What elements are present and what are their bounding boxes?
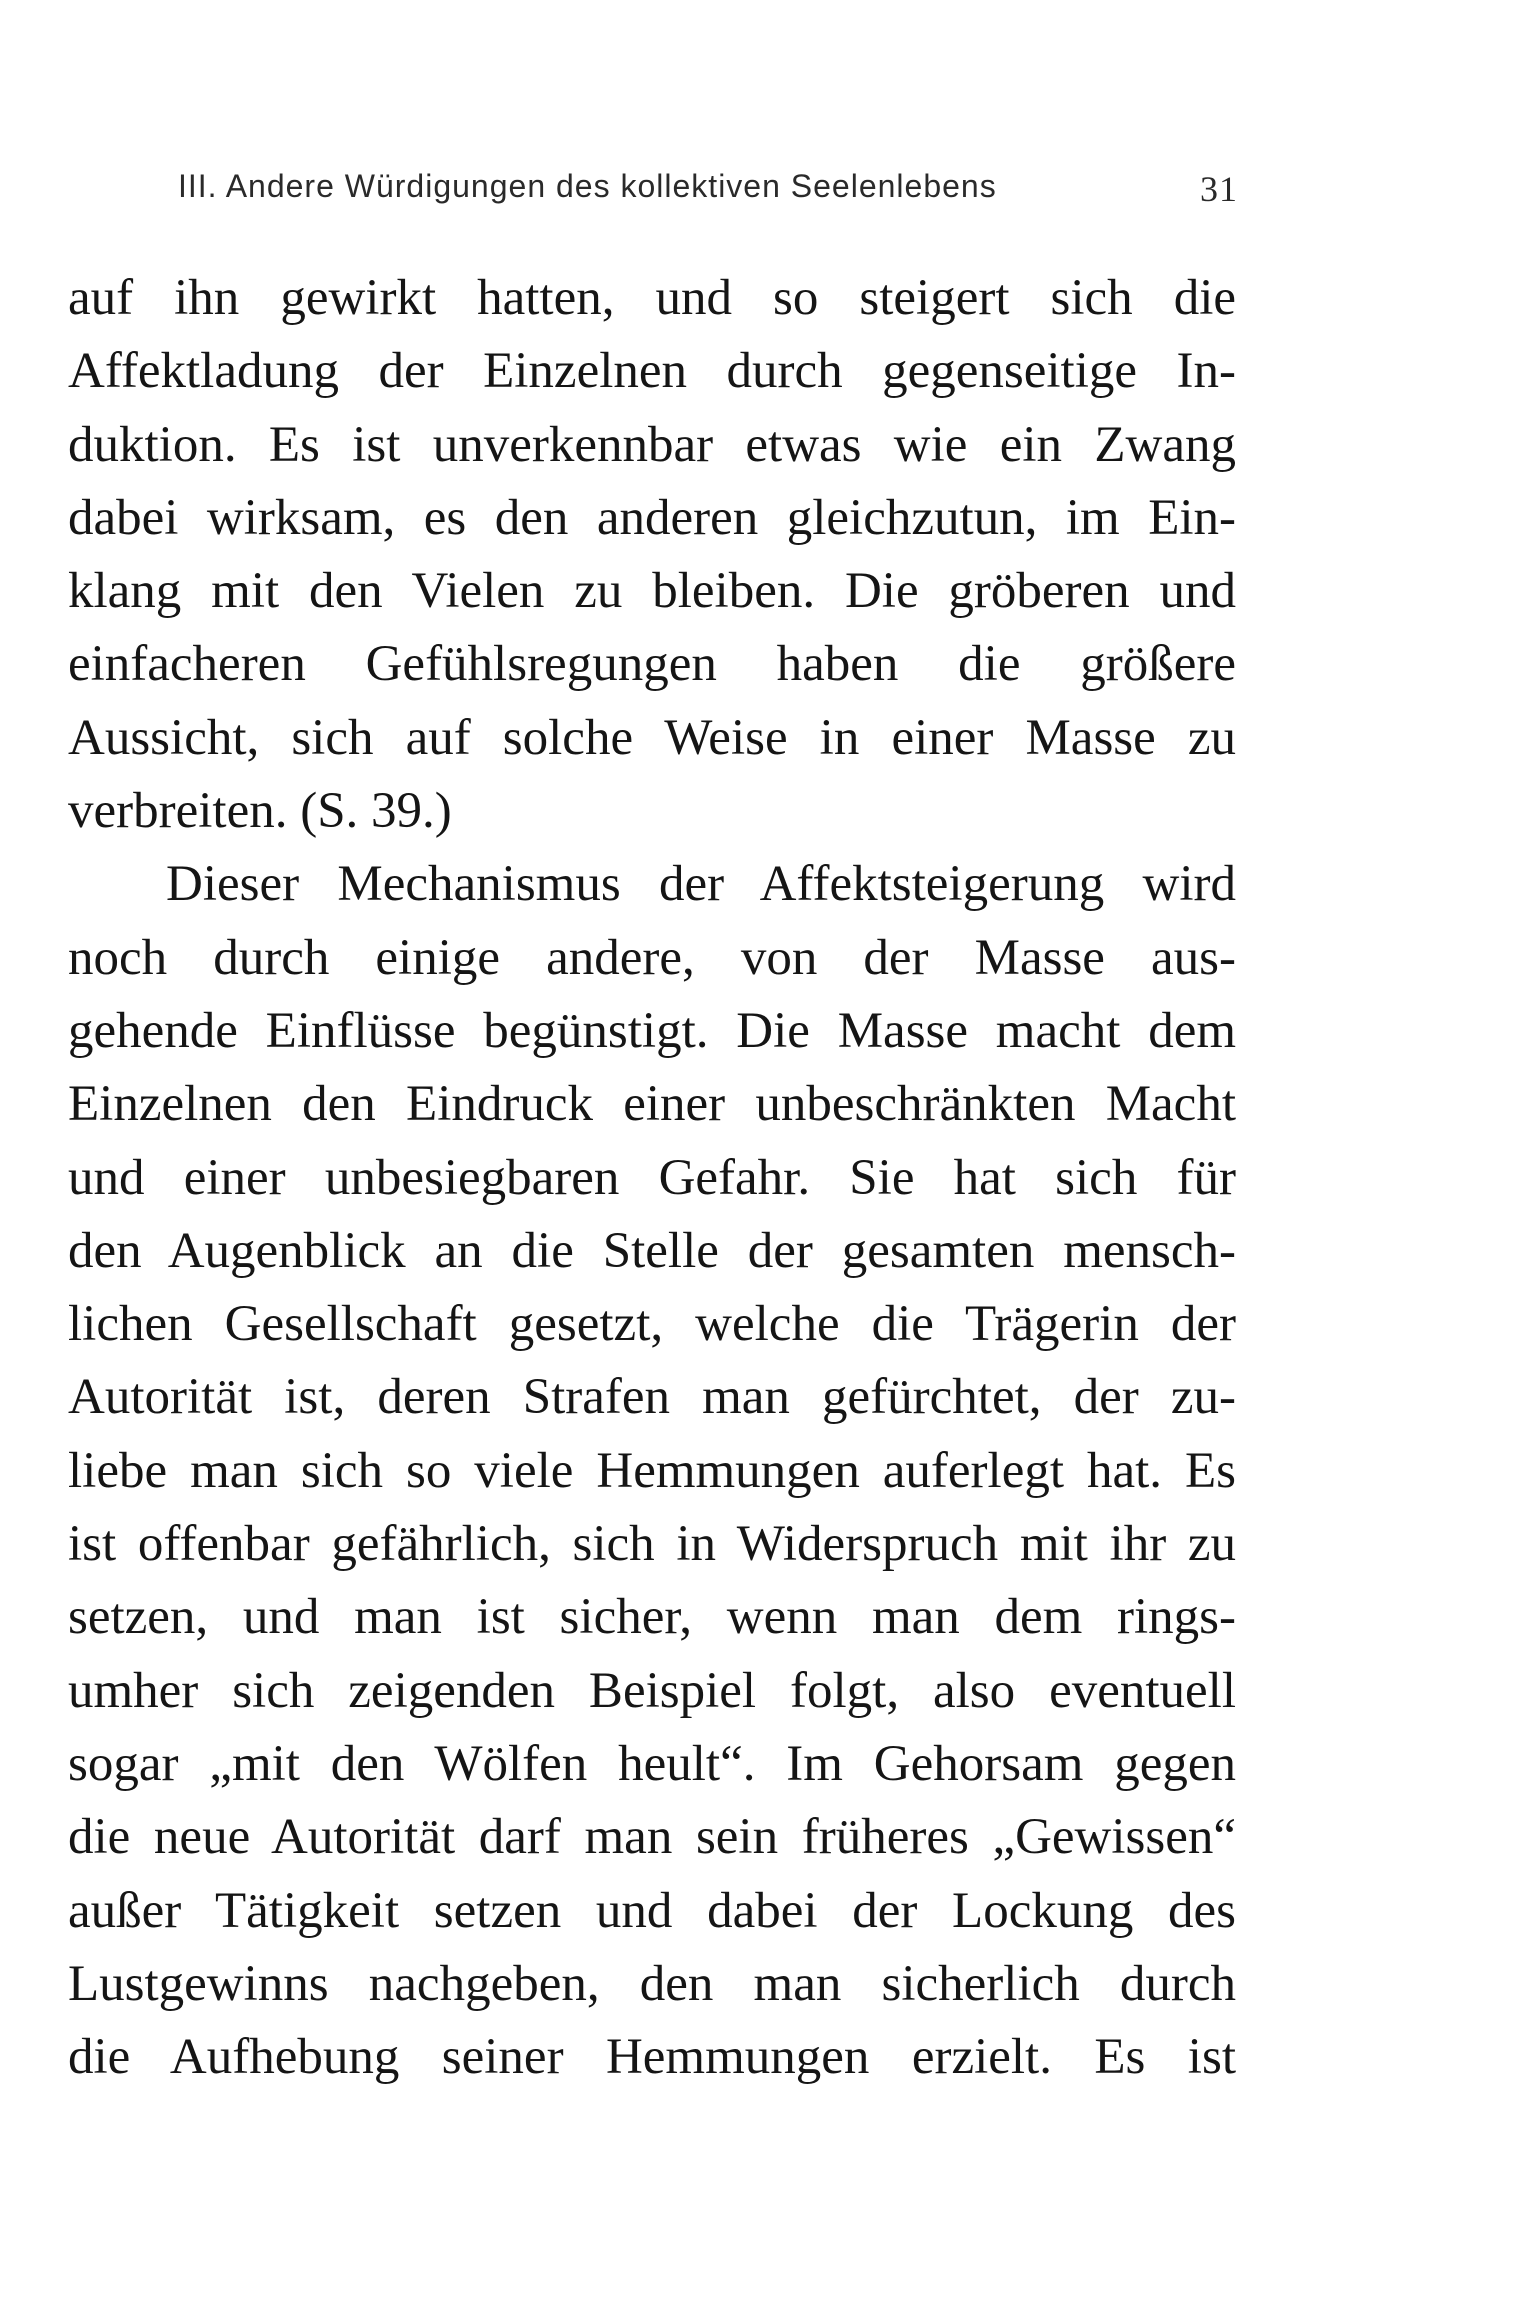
text-line: sogar „mit den Wölfen heult“. Im Gehorsam gegen (68, 1735, 1236, 1792)
text-line: Dieser Mechanismus der Affektsteigerung wird (166, 856, 1236, 913)
running-head (178, 168, 1238, 216)
body-text (68, 262, 1236, 2094)
text-line: Aussicht, sich auf solche Weise in einer Masse zu (68, 709, 1236, 766)
text-line: die neue Autorität darf man sein früheres „Gewissen“ (68, 1809, 1236, 1866)
text-line: dabei wirksam, es den anderen gleichzutun, im Ein- (68, 489, 1236, 546)
text-line: gehende Einflüsse begünstigt. Die Masse macht dem (68, 1002, 1236, 1059)
text-line: umher sich zeigenden Beispiel folgt, also eventuell (68, 1662, 1236, 1719)
text-line: verbreiten. (S. 39.) (68, 783, 452, 840)
text-line: einfacheren Gefühlsregungen haben die größere (68, 636, 1236, 693)
text-line: klang mit den Vielen zu bleiben. Die gröberen und (68, 563, 1236, 620)
text-line: liebe man sich so viele Hemmungen auferlegt hat. Es (68, 1442, 1236, 1499)
text-line: ist offenbar gefährlich, sich in Widerspruch mit ihr zu (68, 1516, 1236, 1573)
text-line: Autorität ist, deren Strafen man gefürchtet, der zu- (68, 1369, 1236, 1426)
page-number: 31 (1200, 169, 1238, 209)
text-line: und einer unbesiegbaren Gefahr. Sie hat sich für (68, 1149, 1236, 1206)
paragraph-2 (68, 848, 1236, 2094)
running-head-title: III. Andere Würdigungen des kollektiven Seelenlebens (178, 168, 997, 204)
text-line: den Augenblick an die Stelle der gesamten mensch- (68, 1222, 1236, 1279)
text-line: lichen Gesellschaft gesetzt, welche die Trägerin der (68, 1296, 1236, 1353)
text-line: Affektladung der Einzelnen durch gegenseitige In- (68, 343, 1236, 400)
text-line: duktion. Es ist unverkennbar etwas wie ein Zwang (68, 416, 1236, 473)
text-line: Lustgewinns nachgeben, den man sicherlich durch (68, 1955, 1236, 2012)
text-line: außer Tätigkeit setzen und dabei der Lockung des (68, 1882, 1236, 1939)
text-line: noch durch einige andere, von der Masse aus- (68, 929, 1236, 986)
text-line: setzen, und man ist sicher, wenn man dem rings- (68, 1589, 1236, 1646)
paragraph-1 (68, 262, 1236, 848)
text-line: Einzelnen den Eindruck einer unbeschränkten Macht (68, 1076, 1236, 1133)
text-line: auf ihn gewirkt hatten, und so steigert sich die (68, 270, 1236, 326)
text-line: die Aufhebung seiner Hemmungen erzielt. Es ist (68, 2029, 1236, 2086)
